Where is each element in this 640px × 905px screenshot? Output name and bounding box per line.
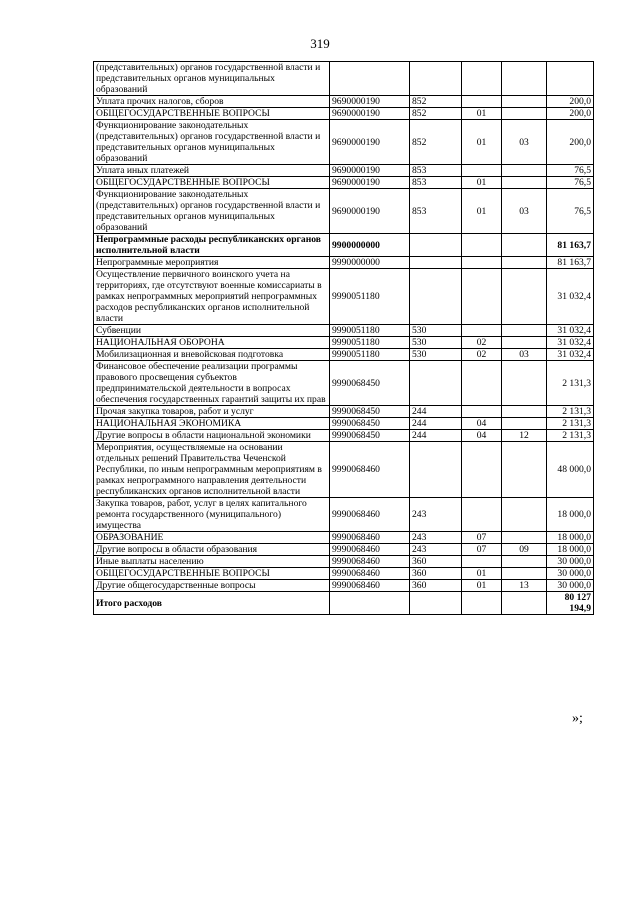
table-row xyxy=(94,177,594,189)
cell-target-article: 9990068460 xyxy=(330,544,410,556)
cell-subsection xyxy=(502,108,547,120)
cell-target-article: 9690000190 xyxy=(330,96,410,108)
cell-section xyxy=(462,498,502,532)
cell-section xyxy=(462,269,502,325)
table-row xyxy=(94,337,594,349)
cell-section xyxy=(462,96,502,108)
cell-amount: 30 000,0 xyxy=(547,556,594,568)
cell-amount: 48 000,0 xyxy=(547,442,594,498)
table-row xyxy=(94,532,594,544)
cell-amount: 31 032,4 xyxy=(547,269,594,325)
cell-name: Субвенции xyxy=(94,325,330,337)
cell-subsection xyxy=(502,556,547,568)
cell-name: Другие общегосударственные вопросы xyxy=(94,580,330,592)
cell-name: Другие вопросы в области национальной экономики xyxy=(94,430,330,442)
cell-subsection xyxy=(502,234,547,257)
cell-name: Уплата прочих налогов, сборов xyxy=(94,96,330,108)
cell-expense-type: 360 xyxy=(410,556,462,568)
cell-amount: 31 032,4 xyxy=(547,349,594,361)
cell-target-article: 9990051180 xyxy=(330,337,410,349)
cell-name: Мобилизационная и вневойсковая подготовка xyxy=(94,349,330,361)
cell-amount: 81 163,7 xyxy=(547,257,594,269)
table-row xyxy=(94,498,594,532)
cell-amount: 2 131,3 xyxy=(547,418,594,430)
cell-target-article: 9990068460 xyxy=(330,568,410,580)
table-row xyxy=(94,325,594,337)
cell-section: 01 xyxy=(462,177,502,189)
cell-amount: 81 163,7 xyxy=(547,234,594,257)
cell-subsection: 09 xyxy=(502,544,547,556)
cell-name: НАЦИОНАЛЬНАЯ ЭКОНОМИКА xyxy=(94,418,330,430)
cell-amount: 76,5 xyxy=(547,189,594,234)
cell-expense-type xyxy=(410,257,462,269)
table-row xyxy=(94,556,594,568)
cell-name: Мероприятия, осуществляемые на основании отдельных решений Правительства Чеченской Республики, по иным непрограммным мероприятиям в рамках непрограммного направления деятельности республиканских органов исполнительной власти xyxy=(94,442,330,498)
cell-subsection xyxy=(502,257,547,269)
cell-expense-type: 853 xyxy=(410,165,462,177)
cell-expense-type: 244 xyxy=(410,430,462,442)
cell-section xyxy=(462,165,502,177)
table-row xyxy=(94,544,594,556)
cell-section: 01 xyxy=(462,120,502,165)
cell-section: 07 xyxy=(462,532,502,544)
cell-target-article: 9690000190 xyxy=(330,108,410,120)
cell-target-article: 9990068450 xyxy=(330,406,410,418)
cell-name: Закупка товаров, работ, услуг в целях капитального ремонта государственного (муниципального) имущества xyxy=(94,498,330,532)
cell-name: Непрограммные расходы республиканских органов исполнительной власти xyxy=(94,234,330,257)
cell-section: 04 xyxy=(462,418,502,430)
cell-subsection xyxy=(502,592,547,615)
cell-amount: 30 000,0 xyxy=(547,580,594,592)
cell-name: Прочая закупка товаров, работ и услуг xyxy=(94,406,330,418)
cell-amount: 200,0 xyxy=(547,108,594,120)
cell-target-article: 9990068450 xyxy=(330,430,410,442)
table-row xyxy=(94,189,594,234)
cell-subsection xyxy=(502,361,547,406)
cell-section xyxy=(462,361,502,406)
cell-name: ОБЩЕГОСУДАРСТВЕННЫЕ ВОПРОСЫ xyxy=(94,568,330,580)
cell-expense-type: 360 xyxy=(410,580,462,592)
cell-amount: 18 000,0 xyxy=(547,544,594,556)
cell-section: 01 xyxy=(462,189,502,234)
cell-expense-type: 853 xyxy=(410,177,462,189)
table-row xyxy=(94,234,594,257)
cell-name: Функционирование законодательных (представительных) органов государственной власти и представительных органов муниципальных образований xyxy=(94,120,330,165)
cell-section xyxy=(462,406,502,418)
cell-expense-type: 243 xyxy=(410,544,462,556)
table-row xyxy=(94,418,594,430)
cell-expense-type: 530 xyxy=(410,337,462,349)
cell-amount: 200,0 xyxy=(547,96,594,108)
cell-section: 02 xyxy=(462,337,502,349)
cell-subsection: 03 xyxy=(502,349,547,361)
cell-expense-type: 852 xyxy=(410,120,462,165)
cell-target-article: 9990068460 xyxy=(330,442,410,498)
cell-target-article: 9690000190 xyxy=(330,120,410,165)
cell-amount: 76,5 xyxy=(547,165,594,177)
cell-subsection xyxy=(502,62,547,96)
table-row xyxy=(94,108,594,120)
cell-expense-type: 852 xyxy=(410,108,462,120)
cell-subsection: 13 xyxy=(502,580,547,592)
table-row xyxy=(94,269,594,325)
cell-expense-type: 853 xyxy=(410,189,462,234)
cell-subsection xyxy=(502,532,547,544)
cell-name: Другие вопросы в области образования xyxy=(94,544,330,556)
cell-expense-type: 243 xyxy=(410,498,462,532)
cell-amount: 31 032,4 xyxy=(547,325,594,337)
cell-subsection xyxy=(502,165,547,177)
cell-amount: 2 131,3 xyxy=(547,406,594,418)
cell-expense-type xyxy=(410,442,462,498)
cell-amount: 76,5 xyxy=(547,177,594,189)
cell-section: 02 xyxy=(462,349,502,361)
cell-subsection xyxy=(502,442,547,498)
cell-expense-type xyxy=(410,592,462,615)
cell-name: ОБЩЕГОСУДАРСТВЕННЫЕ ВОПРОСЫ xyxy=(94,177,330,189)
cell-target-article: 9990000000 xyxy=(330,257,410,269)
cell-target-article: 9990068450 xyxy=(330,418,410,430)
table-row xyxy=(94,568,594,580)
cell-subsection xyxy=(502,418,547,430)
cell-section: 01 xyxy=(462,568,502,580)
table-row xyxy=(94,592,594,615)
cell-name: Осуществление первичного воинского учета на территориях, где отсутствуют военные комиссариаты в рамках непрограммных мероприятий непрограммных расходов республиканских органов исполнительной власти xyxy=(94,269,330,325)
table-row xyxy=(94,430,594,442)
cell-amount: 18 000,0 xyxy=(547,498,594,532)
table-row xyxy=(94,120,594,165)
cell-subsection xyxy=(502,568,547,580)
cell-expense-type: 244 xyxy=(410,406,462,418)
table-row xyxy=(94,96,594,108)
cell-target-article: 9990051180 xyxy=(330,325,410,337)
cell-subsection: 03 xyxy=(502,189,547,234)
cell-section: 04 xyxy=(462,430,502,442)
cell-subsection xyxy=(502,177,547,189)
cell-section xyxy=(462,62,502,96)
cell-name: НАЦИОНАЛЬНАЯ ОБОРОНА xyxy=(94,337,330,349)
cell-amount: 2 131,3 xyxy=(547,361,594,406)
cell-section: 07 xyxy=(462,544,502,556)
cell-target-article: 9990051180 xyxy=(330,269,410,325)
cell-target-article: 9990068460 xyxy=(330,580,410,592)
cell-expense-type: 530 xyxy=(410,325,462,337)
page-number: 319 xyxy=(310,36,330,51)
cell-subsection xyxy=(502,325,547,337)
table-row xyxy=(94,406,594,418)
cell-subsection: 03 xyxy=(502,120,547,165)
cell-expense-type: 530 xyxy=(410,349,462,361)
cell-target-article: 9990051180 xyxy=(330,349,410,361)
cell-expense-type xyxy=(410,62,462,96)
cell-amount: 30 000,0 xyxy=(547,568,594,580)
cell-target-article: 9990068450 xyxy=(330,361,410,406)
cell-target-article: 9690000190 xyxy=(330,165,410,177)
cell-name: ОБЩЕГОСУДАРСТВЕННЫЕ ВОПРОСЫ xyxy=(94,108,330,120)
cell-section: 01 xyxy=(462,108,502,120)
cell-expense-type xyxy=(410,269,462,325)
cell-target-article: 9690000190 xyxy=(330,189,410,234)
cell-target-article: 9690000190 xyxy=(330,177,410,189)
table-row xyxy=(94,165,594,177)
cell-section xyxy=(462,325,502,337)
cell-section xyxy=(462,234,502,257)
cell-subsection xyxy=(502,337,547,349)
budget-expenditure-table xyxy=(93,61,594,615)
cell-section xyxy=(462,442,502,498)
cell-amount xyxy=(547,62,594,96)
cell-expense-type: 360 xyxy=(410,568,462,580)
cell-expense-type: 852 xyxy=(410,96,462,108)
cell-section xyxy=(462,592,502,615)
cell-target-article: 9990068460 xyxy=(330,556,410,568)
cell-target-article: 9990068460 xyxy=(330,498,410,532)
cell-amount: 31 032,4 xyxy=(547,337,594,349)
table-row xyxy=(94,442,594,498)
cell-name: Итого расходов xyxy=(94,592,330,615)
table-row xyxy=(94,257,594,269)
cell-subsection xyxy=(502,269,547,325)
cell-target-article xyxy=(330,62,410,96)
cell-amount: 80 127 194,9 xyxy=(547,592,594,615)
table-row xyxy=(94,580,594,592)
cell-subsection: 12 xyxy=(502,430,547,442)
cell-target-article: 9990068460 xyxy=(330,532,410,544)
cell-amount: 2 131,3 xyxy=(547,430,594,442)
cell-target-article: 9900000000 xyxy=(330,234,410,257)
cell-name: Иные выплаты населению xyxy=(94,556,330,568)
cell-subsection xyxy=(502,498,547,532)
cell-name: Финансовое обеспечение реализации программы правового просвещения субъектов предпринимательской деятельности в вопросах обеспечения государственных гарантий защиты их прав xyxy=(94,361,330,406)
cell-target-article xyxy=(330,592,410,615)
cell-expense-type: 243 xyxy=(410,532,462,544)
cell-subsection xyxy=(502,406,547,418)
cell-subsection xyxy=(502,96,547,108)
cell-section: 01 xyxy=(462,580,502,592)
cell-expense-type xyxy=(410,361,462,406)
table-row xyxy=(94,349,594,361)
cell-name: (представительных) органов государственной власти и представительных органов муниципальных образований xyxy=(94,62,330,96)
table-row xyxy=(94,361,594,406)
table-row xyxy=(94,62,594,96)
cell-name: ОБРАЗОВАНИЕ xyxy=(94,532,330,544)
cell-expense-type: 244 xyxy=(410,418,462,430)
cell-section xyxy=(462,556,502,568)
cell-name: Уплата иных платежей xyxy=(94,165,330,177)
cell-name: Функционирование законодательных (представительных) органов государственной власти и представительных органов муниципальных образований xyxy=(94,189,330,234)
closing-quote-mark: »; xyxy=(572,711,583,726)
cell-section xyxy=(462,257,502,269)
cell-expense-type xyxy=(410,234,462,257)
cell-amount: 18 000,0 xyxy=(547,532,594,544)
cell-name: Непрограммные мероприятия xyxy=(94,257,330,269)
cell-amount: 200,0 xyxy=(547,120,594,165)
